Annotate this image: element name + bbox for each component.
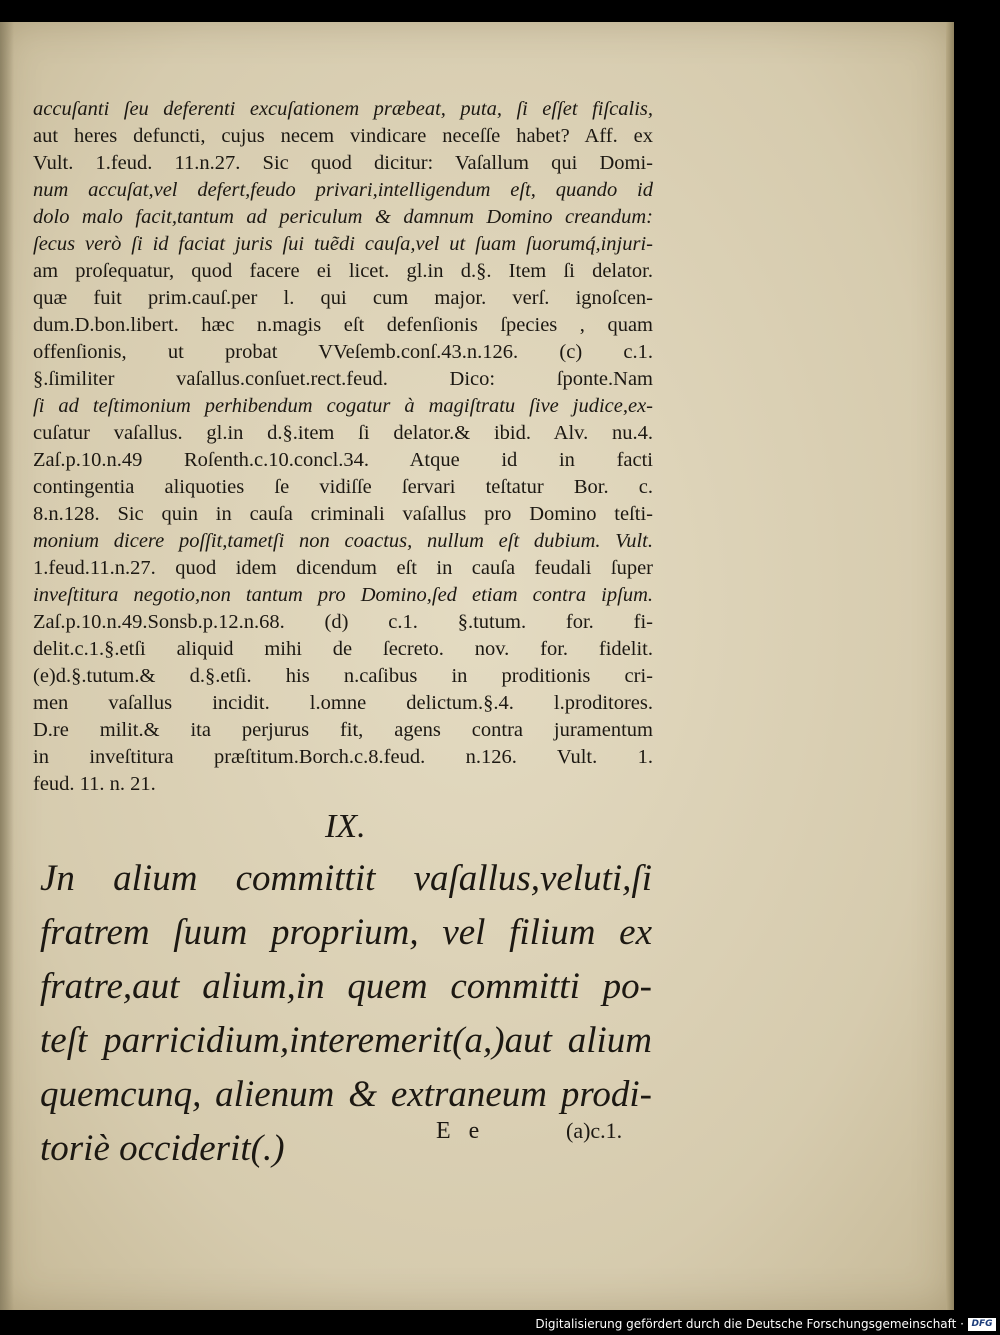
page-edge: [946, 22, 954, 1310]
heading-line: toriè occiderit(.): [40, 1128, 285, 1169]
text-line: num accuſat,vel defert,feudo privari,intelligendum eſt, quando id: [33, 179, 653, 201]
heading-line: fratre,aut alium,in quem committi po-: [40, 966, 652, 1007]
text-line: am proſequatur, quod facere ei licet. gl.in d.§. Item ſi delator.: [33, 260, 653, 282]
catchword: (a)c.1.: [566, 1118, 623, 1143]
text-line: delit.c.1.§.etſi aliquid mihi de ſecreto. nov. for. fidelit.: [33, 638, 653, 660]
heading-line: teſt parricidium,interemerit(a,)aut alium: [40, 1020, 652, 1061]
text-line: aut heres defuncti, cujus necem vindicare neceſſe habet? Aff. ex: [33, 125, 653, 147]
text-line: ſi ad teſtimonium perhibendum cogatur à magiſtratu ſive judice,ex-: [33, 395, 653, 417]
text-line: contingentia aliquoties ſe vidiſſe ſervari teſtatur Bor. c.: [33, 476, 653, 498]
text-line: Zaſ.p.10.n.49 Roſenth.c.10.concl.34. Atque id in facti: [33, 449, 653, 471]
section-number: IX.: [325, 808, 366, 845]
binding-shadow: [0, 22, 14, 1310]
text-line: cuſatur vaſallus. gl.in d.§.item ſi delator.& ibid. Alv. nu.4.: [33, 422, 653, 444]
text-line: offenſionis, ut probat VVeſemb.conſ.43.n.126. (c) c.1.: [33, 341, 653, 363]
footer-credit: Digitalisierung gefördert durch die Deutsche Forschungsgemeinschaft ·: [535, 1317, 964, 1331]
text-line: 8.n.128. Sic quin in cauſa criminali vaſallus pro Domino teſti-: [33, 503, 653, 525]
text-line: Vult. 1.feud. 11.n.27. Sic quod dicitur: Vaſallum qui Domi-: [33, 152, 653, 174]
section-heading: [40, 852, 652, 1176]
text-line: men vaſallus incidit. l.omne delictum.§.4. l.proditores.: [33, 692, 653, 714]
footer-bar: [0, 1314, 1000, 1335]
text-line: 1.feud.11.n.27. quod idem dicendum eſt in cauſa feudali ſuper: [33, 557, 653, 579]
text-line: ſecus verò ſi id faciat juris ſui tuẽdi cauſa,vel ut ſuam ſuorumq́,injuri-: [33, 233, 653, 255]
heading-line: fratrem ſuum proprium, vel filium ex: [40, 912, 652, 953]
text-line: inveſtitura negotio,non tantum pro Domino,ſed etiam contra ipſum.: [33, 584, 653, 606]
text-line: (e)d.§.tutum.& d.§.etſi. his n.caſibus in proditionis cri-: [33, 665, 653, 687]
heading-line: Jn alium committit vaſallus,veluti,ſi: [40, 858, 652, 899]
text-line: §.ſimiliter vaſallus.conſuet.rect.feud. Dico: ſponte.Nam: [33, 368, 653, 390]
heading-line: quemcunq, alienum & extraneum prodi-: [40, 1074, 652, 1115]
text-line: D.re milit.& ita perjurus fit, agens contra juramentum: [33, 719, 653, 741]
body-text: [33, 96, 653, 798]
text-line: quæ fuit prim.cauſ.per l. qui cum major. verſ. ignoſcen-: [33, 287, 653, 309]
text-line: accuſanti ſeu deferenti excuſationem præbeat, puta, ſi eſſet fiſcalis,: [33, 98, 653, 120]
text-line: dolo malo facit,tantum ad periculum & damnum Domino creandum:: [33, 206, 653, 228]
text-line: monium dicere poſſit,tametſi non coactus, nullum eſt dubium. Vult.: [33, 530, 653, 552]
text-line: Zaſ.p.10.n.49.Sonsb.p.12.n.68. (d) c.1. §.tutum. for. fi-: [33, 611, 653, 633]
text-line: dum.D.bon.libert. hæc n.magis eſt defenſionis ſpecies , quam: [33, 314, 653, 336]
signature-mark: E e: [436, 1118, 486, 1144]
text-line: feud. 11. n. 21.: [33, 773, 156, 795]
text-line: in inveſtitura præſtitum.Borch.c.8.feud. n.126. Vult. 1.: [33, 746, 653, 768]
dfg-logo: DFG: [968, 1318, 996, 1331]
